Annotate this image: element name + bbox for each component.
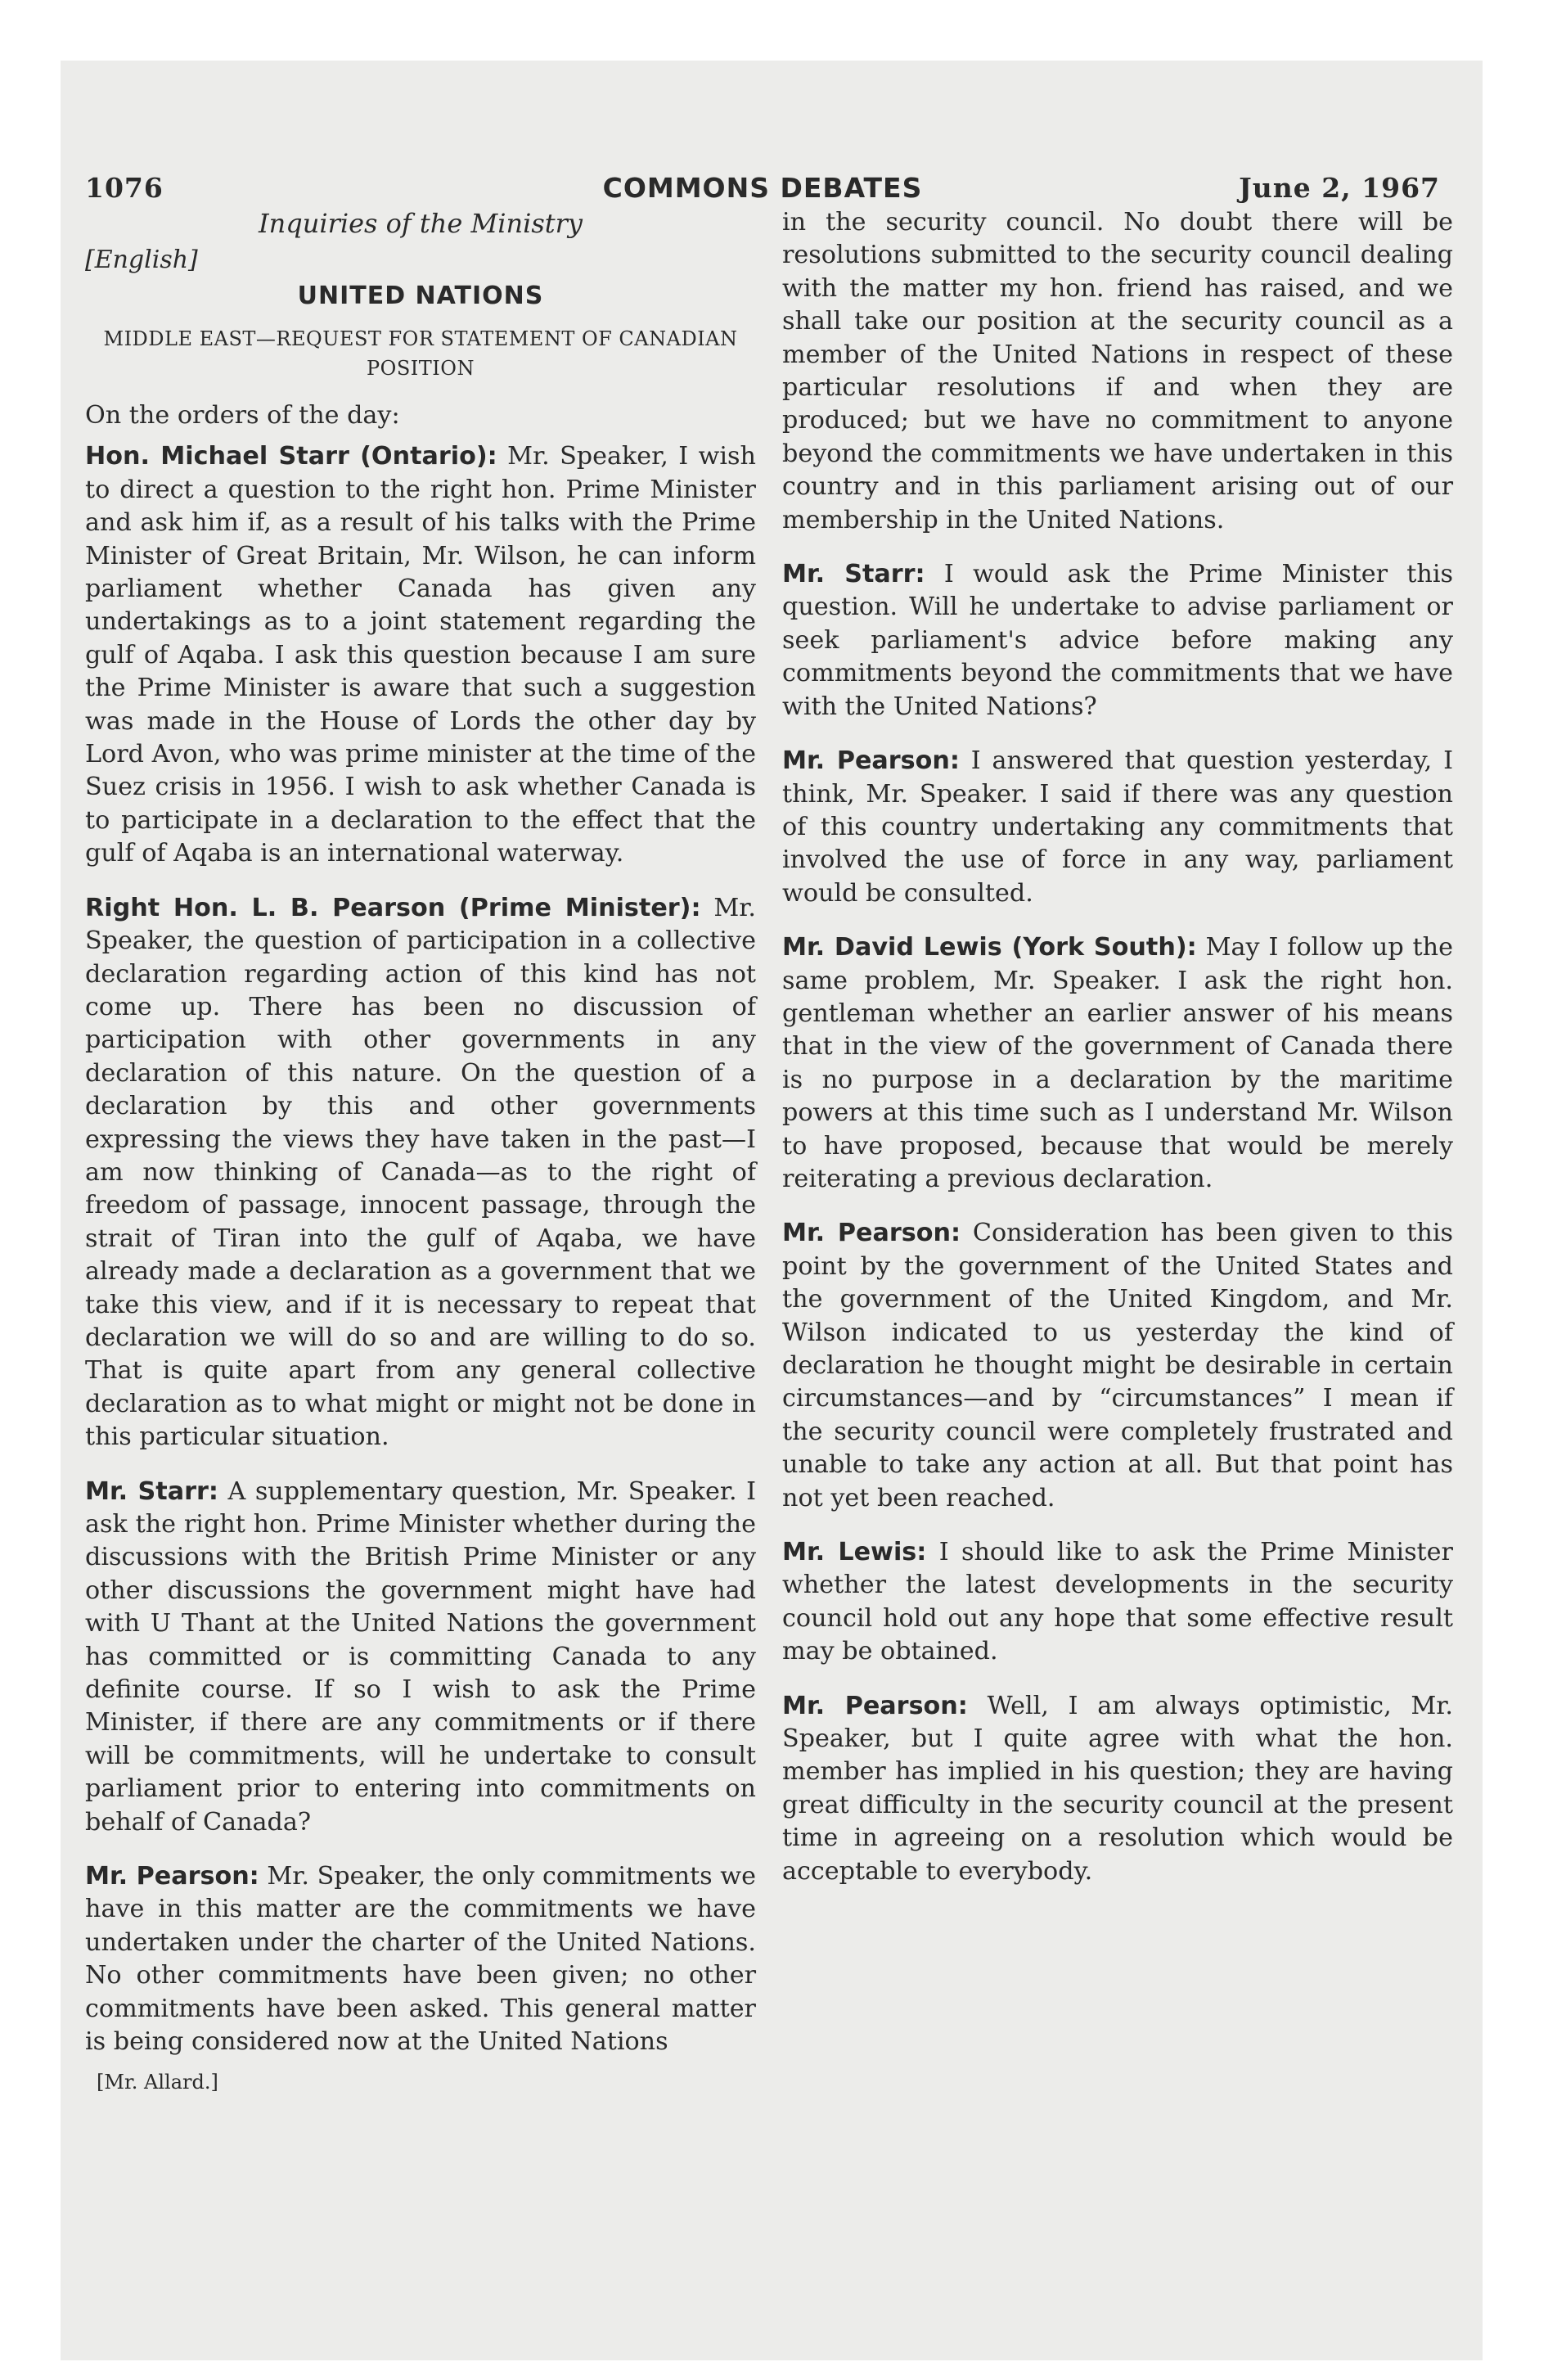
language-marker: [English] <box>85 246 198 274</box>
speech <box>85 1476 756 1839</box>
speaker-name: Mr. Lewis: <box>782 1538 927 1567</box>
section-heading: UNITED NATIONS <box>297 282 544 310</box>
speech <box>782 1217 1453 1515</box>
speech <box>85 440 756 870</box>
speech <box>85 892 756 1454</box>
speech-continuation: in the security council. No doubt there will be resolutions submitted to the security council dealing with the matter my hon. friend has raised, and we shall take our position at the security council as a member of the United Nations in respect of these particular resolutions if and when they are produced; but we have no commitment to anyone beyond the commitments we have undertaken in this country and in this parliament arising out of our membership in the United Nations. <box>782 208 1453 534</box>
speaker-name: Mr. Pearson: <box>782 1691 968 1720</box>
speech <box>782 1536 1453 1669</box>
speech-text: Well, I am always optimistic, Mr. Speaker, but I quite agree with what the hon. member has implied in his question; they are having great difficulty in the security council at the present time in agreeing on a resolution which would be acceptable to everybody. <box>782 1691 1453 1886</box>
speaker-name: Right Hon. L. B. Pearson (Prime Minister): <box>85 893 701 922</box>
speaker-name: Mr. Starr: <box>782 560 925 589</box>
speaker-name: Mr. Starr: <box>85 1476 218 1506</box>
right-column <box>782 206 1453 1909</box>
speaker-name: Mr. Pearson: <box>782 1219 961 1248</box>
speech <box>85 1860 756 2058</box>
speech-text: Mr. Speaker, I wish to direct a question to the right hon. Prime Minister and ask him if, as a result of his talks with the Prime Minister of Great Britain, Mr. Wilson, he can inform parliament whether Canada has given any undertakings as to a joint statement regarding the gulf of Aqaba. I ask this question because I am sure the Prime Minister is aware that such a suggestion was made in the House of Lords the other day by Lord Avon, who was prime minister at the time of the Suez crisis in 1956. I wish to ask whether Canada is to participate in a declaration to the effect that the gulf of Aqaba is an international waterway. <box>85 442 756 868</box>
speech-text: Mr. Speaker, the only commitments we have in this matter are the commitments we have undertaken under the charter of the United Nations. No other commitments have been given; no other commitments have been asked. This general matter is being considered now at the United Nations <box>85 1862 756 2057</box>
speech-text: Consideration has been given to this point by the government of the United States and the government of the United Kingdom, and Mr. Wilson indicated to us yesterday the kind of declaration he thought might be desirable in certain circumstances—and by “circumstances” I mean if the security council were completely frustrated and unable to take any action at all. But that point has not yet been reached. <box>782 1219 1453 1512</box>
speech <box>782 931 1453 1196</box>
speaker-name: Mr. David Lewis (York South): <box>782 933 1197 962</box>
speech-text: I would ask the Prime Minister this question. Will he undertake to advise parliament or seek parliament's advice before making any commitments beyond the commitments that we have with the United Nations? <box>782 560 1453 721</box>
left-column <box>85 206 756 2098</box>
speech <box>782 1690 1453 1888</box>
speech-text: I should like to ask the Prime Minister whether the latest developments in the security council hold out any hope that some effective result may be obtained. <box>782 1538 1453 1666</box>
speech-text: May I follow up the same problem, Mr. Speaker. I ask the right hon. gentleman whether an earlier answer of his means that in the view of the government of Canada there is no purpose in a declaration by the maritime powers at this time such as I understand Mr. Wilson to have proposed, because that would be merely reiterating a previous declaration. <box>782 933 1453 1193</box>
publication-title: COMMONS DEBATES <box>602 172 923 204</box>
page-number: 1076 <box>85 172 164 204</box>
speech <box>782 745 1453 910</box>
orders-of-the-day: On the orders of the day: <box>85 401 400 430</box>
speaker-name: Mr. Pearson: <box>782 746 960 776</box>
page-date: June 2, 1967 <box>1239 172 1440 204</box>
speaker-name: Hon. Michael Starr (Ontario): <box>85 442 497 471</box>
topic-heading: MIDDLE EAST—REQUEST FOR STATEMENT OF CANADIAN POSITION <box>103 327 738 380</box>
speech-text: A supplementary question, Mr. Speaker. I ask the right hon. Prime Minister whether during the discussions with the British Prime Minister or any other discussions the government might have had with U Thant at the United Nations the government has committed or is committing Canada to any definite course. If so I wish to ask the Prime Minister, if there are any commitments or if there will be commitments, will he undertake to consult parliament prior to entering into commitments on behalf of Canada? <box>85 1476 756 1837</box>
speaker-name: Mr. Pearson: <box>85 1862 259 1891</box>
speech <box>782 558 1453 723</box>
speech-text: I answered that question yesterday, I think, Mr. Speaker. I said if there was any question of this country undertaking any commitments that involved the use of force in any way, parliament would be consulted. <box>782 746 1453 908</box>
footer-note: [Mr. Allard.] <box>97 2070 218 2094</box>
section-subheading: Inquiries of the Ministry <box>259 208 583 239</box>
speech-text: Mr. Speaker, the question of participation in a collective declaration regarding action of this kind has not come up. There has been no discussion of participation with other governments in any declaration of this nature. On the question of a declaration by this and other governments expressing the views they have taken in the past—I am now thinking of Canada—as to the right of freedom of passage, innocent passage, through the strait of Tiran into the gulf of Aqaba, we have already made a declaration as a government that we take this view, and if it is necessary to repeat that declaration we will do so and are willing to do so. That is quite apart from any general collective declaration as to what might or might not be done in this particular situation. <box>85 893 756 1452</box>
